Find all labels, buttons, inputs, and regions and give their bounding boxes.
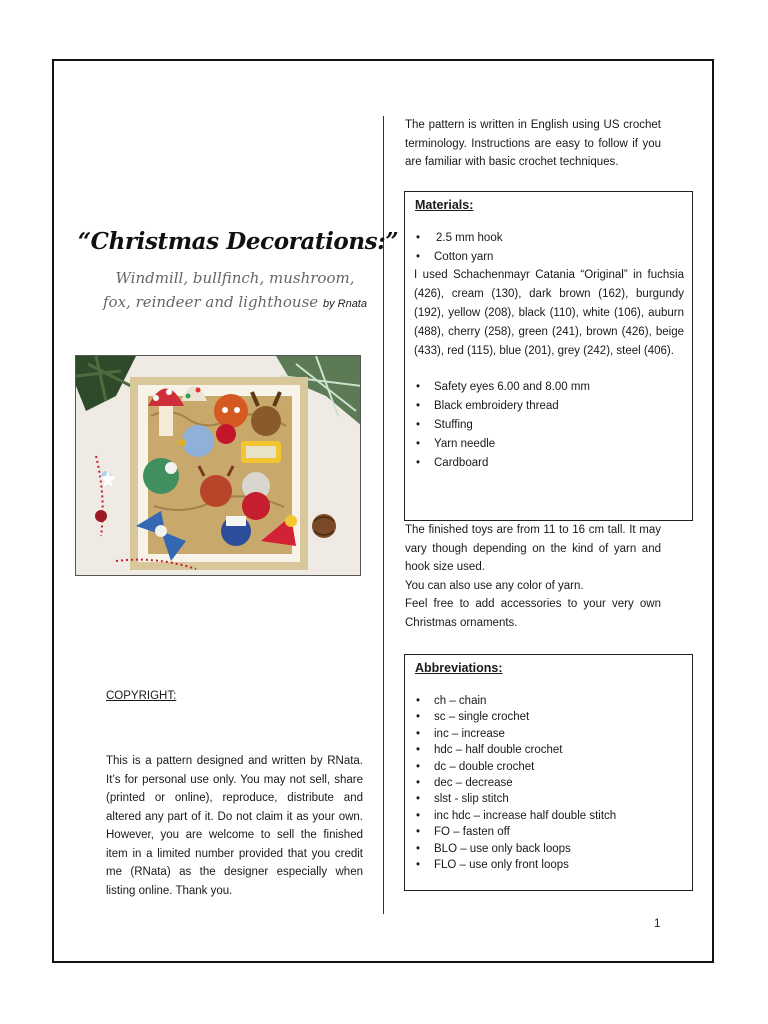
list-item: • Stuffing	[414, 416, 590, 435]
copyright-heading: COPYRIGHT:	[106, 690, 177, 702]
finished-paragraph: The finished toys are from 11 to 16 cm tall. It may vary though depending on the kind of yarn and hook size used.	[405, 524, 661, 573]
crochet-ornaments-illustration	[76, 356, 361, 576]
document-subtitle	[100, 266, 370, 316]
list-item: • sc – single crochet	[414, 709, 616, 725]
list-item: • FLO – use only front loops	[414, 857, 616, 873]
finished-size-notes	[405, 521, 661, 632]
list-item: • inc hdc – increase half double stitch	[414, 808, 616, 824]
materials-list-top	[414, 229, 502, 267]
list-item: • BLO – use only back loops	[414, 841, 616, 857]
page-number: 1	[654, 918, 661, 930]
list-item: • slst - slip stitch	[414, 791, 616, 807]
materials-title: Materials:	[415, 198, 474, 212]
abbreviations-title: Abbreviations:	[415, 661, 503, 675]
list-item: • inc – increase	[414, 726, 616, 742]
list-item: • FO – fasten off	[414, 824, 616, 840]
subtitle-text: Windmill, bullfinch, mushroom, fox, reindeer and lighthouse	[103, 269, 355, 311]
list-item: • Cardboard	[414, 454, 590, 473]
yarn-colors-text: I used Schachenmayr Catania “Original” in fuchsia (426), cream (130), dark brown (162), burgundy (192), yellow (208), black (110), white (106), auburn (488), cherry (258), green (241), brown (426), beige (433), red (115), blue (201), grey (242), steel (406).	[414, 269, 684, 357]
list-item: • Yarn needle	[414, 435, 590, 454]
list-item: • dec – decrease	[414, 775, 616, 791]
list-item: • hdc – half double crochet	[414, 742, 616, 758]
abbreviations-box	[404, 654, 693, 891]
list-item: • Safety eyes 6.00 and 8.00 mm	[414, 378, 590, 397]
color-note: You can also use any color of yarn.	[405, 579, 584, 592]
intro-paragraph: The pattern is written in English using US crochet terminology. Instructions are easy to follow if you are familiar with basic crochet techniques.	[405, 119, 661, 168]
product-photo	[75, 355, 361, 576]
abbreviations-list	[414, 693, 616, 873]
materials-list-bottom	[414, 378, 590, 473]
accessories-note: Feel free to add accessories to your very own Christmas ornaments.	[405, 598, 661, 629]
document-title: “Christmas Decorations:”	[77, 228, 399, 255]
materials-box	[404, 191, 693, 521]
list-item: • 2.5 mm hook	[414, 229, 502, 248]
list-item: • Cotton yarn	[414, 248, 502, 267]
list-item: • Black embroidery thread	[414, 397, 590, 416]
list-item: • ch – chain	[414, 693, 616, 709]
copyright-text: This is a pattern designed and written by RNata. It’s for personal use only. You may not sell, share (printed or online), reproduce, distribute and altered any part of it. Do not claim it as your own. However, you are welcome to sell the finished item in a limited number provided that you credit me (RNata) as the designer especially when listing online. Thank you.	[106, 755, 363, 897]
author-byline: by Rnata	[322, 298, 367, 310]
list-item: • dc – double crochet	[414, 759, 616, 775]
